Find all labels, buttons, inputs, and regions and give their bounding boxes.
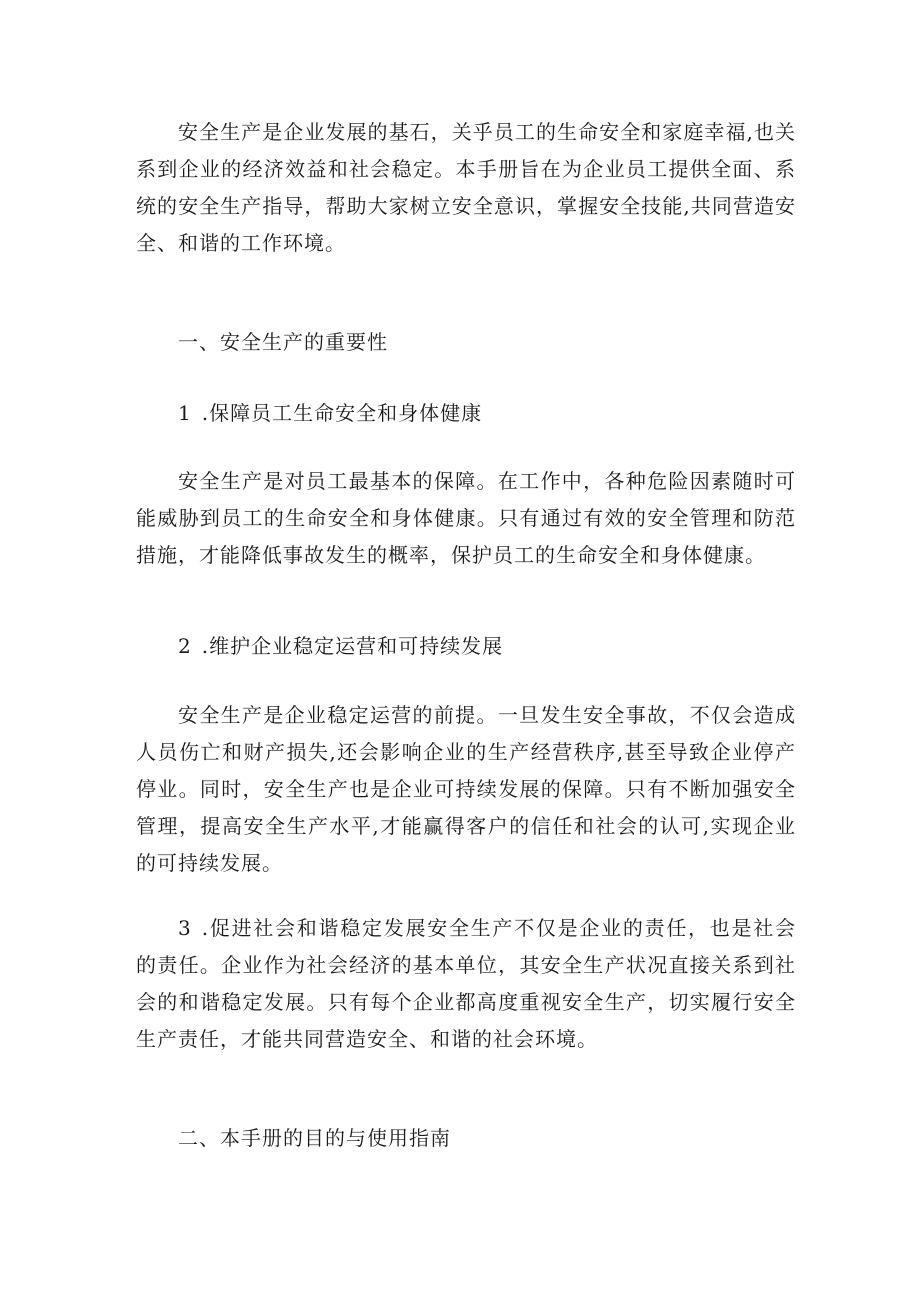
paragraph-2: 安全生产是企业稳定运营的前提。一旦发生安全事故，不仅会造成人员伤亡和财产损失,还会影响企业的生产经营秩序,甚至导致企业停产停业。同时，安全生产也是企业可持续发展的保障。只有不断加强安全管理，提高安全生产水平,才能赢得客户的信任和社会的认可,实现企业的可持续发展。 <box>136 703 796 875</box>
section-heading-2-block <box>136 1123 796 1153</box>
subheading-2 <box>136 631 796 661</box>
paragraph-3-body: 安全生产不仅是企业的责任，也是社会的责任。企业作为社会经济的基本单位，其安全生产状况直接关系到社会的和谐稳定发展。只有每个企业都高度重视安全生产，切实履行安全生产责任，才能共同营造安全、和谐的社会环境。 <box>136 916 796 1051</box>
section-heading-2: 二、本手册的目的与使用指南 <box>178 1126 451 1150</box>
subheading-2-title: .维护企业稳定运营和可持续发展 <box>201 634 504 658</box>
intro-paragraph: 安全生产是企业发展的基石，关乎员工的生命安全和家庭幸福,也关系到企业的经济效益和社会稳定。本手册旨在为企业员工提供全面、系统的安全生产指导，帮助大家树立安全意识，掌握安全技能,共同营造安全、和谐的工作环境。 <box>136 120 796 255</box>
subheading-1 <box>136 398 796 428</box>
subheading-3-number: 3 <box>178 916 192 940</box>
subheading-1-block <box>136 398 796 428</box>
paragraph-1-block <box>136 463 796 574</box>
paragraph-3 <box>136 910 796 1058</box>
subheading-1-title: .保障员工生命安全和身体健康 <box>201 401 483 425</box>
intro-paragraph-block <box>136 114 796 262</box>
subheading-1-number: 1 <box>178 401 192 425</box>
subheading-3-title: .促进社会和谐稳定发展 <box>201 916 428 940</box>
paragraph-1: 安全生产是对员工最基本的保障。在工作中，各种危险因素随时可能威胁到员工的生命安全和身体健康。只有通过有效的安全管理和防范措施，才能降低事故发生的概率，保护员工的生命安全和身体健康。 <box>136 469 796 567</box>
subheading-2-block <box>136 631 796 661</box>
section-heading-1: 一、安全生产的重要性 <box>178 330 388 354</box>
subheading-2-number: 2 <box>178 634 192 658</box>
paragraph-2-block <box>136 697 796 882</box>
section-heading-1-block <box>136 327 796 357</box>
paragraph-3-block <box>136 910 796 1058</box>
